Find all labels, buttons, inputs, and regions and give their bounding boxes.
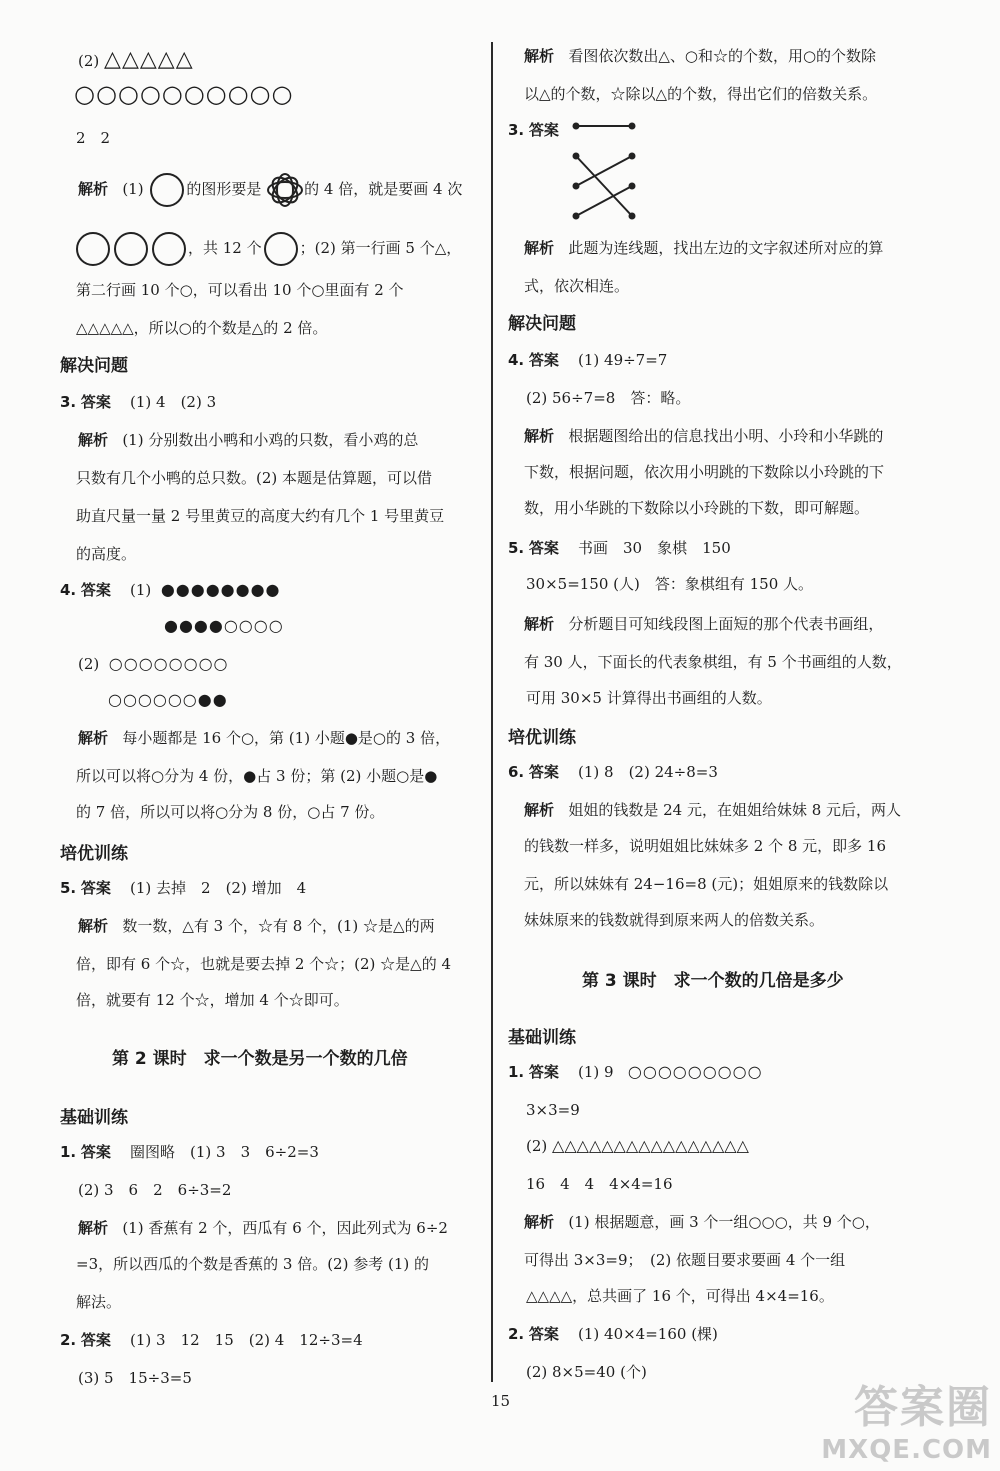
section-heading-solve: 解决问题 bbox=[508, 314, 576, 334]
analysis-label: 解析 bbox=[524, 1213, 555, 1231]
q6-analysis-1 bbox=[524, 800, 901, 820]
b1-line-4: 16 4 4 4×4=16 bbox=[526, 1175, 673, 1193]
column-divider bbox=[491, 42, 493, 1382]
question-number: 1. bbox=[60, 1143, 77, 1161]
section-heading-basic: 基础训练 bbox=[508, 1028, 576, 1048]
answer-text: (1) 4 (2) 3 bbox=[130, 393, 217, 411]
b1-analysis-2: =3，所以西瓜的个数是香蕉的 3 倍。(2) 参考 (1) 的 bbox=[76, 1255, 429, 1273]
q3-analysis-4: 的高度。 bbox=[76, 545, 137, 563]
answer-label: 答案 bbox=[528, 539, 559, 557]
question-number: 1. bbox=[508, 1063, 525, 1081]
q3-analysis-1 bbox=[524, 238, 883, 258]
question-number: 4. bbox=[508, 351, 525, 369]
analysis-text: 姐姐的钱数是 24 元，在姐姐给妹妹 8 元后，两人 bbox=[568, 801, 902, 819]
answer-label: 答案 bbox=[528, 1063, 559, 1081]
dot-row: ○○○○○○○○ bbox=[108, 654, 229, 673]
q4-analysis-3: 数，用小华跳的下数除以小玲跳的下数，即可解题。 bbox=[524, 499, 870, 517]
q5-line-2: 30×5=150 (人) 答：象棋组有 150 人。 bbox=[526, 575, 814, 593]
b1-line-2: (2) 3 6 2 6÷3=2 bbox=[78, 1181, 232, 1199]
answer-text: 书画 30 象棋 150 bbox=[578, 539, 731, 557]
triangle-row: △△△△△ bbox=[104, 47, 194, 72]
analysis-label: 解析 bbox=[524, 801, 555, 819]
circle-figure-icon bbox=[150, 173, 184, 207]
q4-analysis-2: 所以可以将○分为 4 份，●占 3 份；第 (2) 小题○是● bbox=[76, 767, 438, 785]
analysis-part: 的 4 倍，就是要画 4 次 bbox=[304, 180, 463, 198]
q5-analysis-1 bbox=[78, 916, 435, 936]
analysis-text: 每小题都是 16 个○，第 (1) 小题●是○的 3 倍， bbox=[122, 729, 451, 747]
analysis-text: 分析题目可知线段图上面短的那个代表书画组， bbox=[568, 615, 884, 633]
b1-answer bbox=[508, 1062, 763, 1082]
four-circle-knot-icon bbox=[266, 172, 304, 208]
r-analysis-1 bbox=[524, 46, 876, 66]
analysis-text: 根据题图给出的信息找出小明、小玲和小华跳的 bbox=[568, 427, 884, 445]
site-watermark bbox=[821, 1371, 992, 1465]
analysis-line-4: △△△△△，所以○的个数是△的 2 倍。 bbox=[76, 319, 328, 337]
analysis-line-2 bbox=[74, 232, 461, 266]
answer-part: (1) bbox=[130, 581, 152, 599]
answer-text: (1) 40×4=160 (棵) bbox=[578, 1325, 718, 1343]
circle-row: ○○○○○○○○○○ bbox=[74, 80, 294, 108]
analysis-text: 此题为连线题，找出左边的文字叙述所对应的算 bbox=[568, 239, 884, 257]
q5-analysis-2: 倍，即有 6 个☆，也就是要去掉 2 个☆；(2) ☆是△的 4 bbox=[76, 955, 452, 973]
q5-analysis-2: 有 30 人，下面长的代表象棋组，有 5 个书画组的人数， bbox=[524, 653, 902, 671]
answer-label: 答案 bbox=[80, 581, 111, 599]
q3-analysis-2: 式，依次相连。 bbox=[524, 277, 630, 295]
section-heading-solve: 解决问题 bbox=[60, 356, 128, 376]
answer-text: 圈图略 (1) 3 3 6÷2=3 bbox=[130, 1143, 319, 1161]
b1-analysis-3: 解法。 bbox=[76, 1293, 122, 1311]
analysis-text: 数一数，△有 3 个，☆有 8 个，(1) ☆是△的两 bbox=[122, 917, 435, 935]
answer-text: (1) 去掉 2 (2) 增加 4 bbox=[130, 879, 307, 897]
answer-label: 答案 bbox=[528, 763, 559, 781]
answer-part: (2) bbox=[526, 1137, 548, 1155]
answer-label: 答案 bbox=[80, 393, 111, 411]
q4-analysis-2: 下数，根据问题，依次用小明跳的下数除以小玲跳的下 bbox=[524, 463, 885, 481]
dot-row: ○○○○○○●● bbox=[108, 690, 228, 709]
answer-label: 答案 bbox=[80, 1331, 111, 1349]
q5-answer bbox=[60, 878, 306, 898]
q4-answer bbox=[60, 580, 281, 600]
q5-analysis-3: 可用 30×5 计算得出书画组的人数。 bbox=[526, 689, 772, 707]
analysis-label: 解析 bbox=[524, 47, 555, 65]
analysis-line-1 bbox=[78, 172, 462, 208]
q3-analysis-3: 助直尺量一量 2 号里黄豆的高度大约有几个 1 号里黄豆 bbox=[76, 507, 445, 525]
circle-row: ○○○○○○○○○ bbox=[627, 1062, 763, 1081]
section-heading-train: 培优训练 bbox=[60, 844, 128, 864]
b1-analysis-1 bbox=[78, 1218, 448, 1238]
q6-analysis-4: 妹妹原来的钱数就得到原来两人的倍数关系。 bbox=[524, 911, 825, 929]
analysis-line-3: 第二行画 10 个○，可以看出 10 个○里面有 2 个 bbox=[76, 281, 404, 299]
triangle-row: △△△△△△△△△△△△△△△△ bbox=[552, 1136, 749, 1155]
q4-analysis-1 bbox=[524, 426, 883, 446]
answer-text: (1) 49÷7=7 bbox=[578, 351, 668, 369]
q3-analysis-1 bbox=[78, 430, 418, 450]
question-number: 2. bbox=[508, 1325, 525, 1343]
b2-answer bbox=[60, 1330, 363, 1350]
p2-line bbox=[78, 47, 194, 72]
answer-part: (2) bbox=[78, 655, 100, 673]
q4-analysis-1 bbox=[78, 728, 450, 748]
q6-answer bbox=[508, 762, 718, 782]
answer-label: 答案 bbox=[528, 121, 559, 139]
analysis-part: (1) bbox=[122, 180, 144, 198]
section-heading-basic: 基础训练 bbox=[60, 1108, 128, 1128]
b2-line-2: (2) 8×5=40 (个) bbox=[526, 1363, 647, 1381]
page-number: 15 bbox=[491, 1392, 511, 1410]
question-number: 2. bbox=[60, 1331, 77, 1349]
b1-line-3 bbox=[526, 1136, 749, 1156]
analysis-part: ；(2) 第一行画 5 个△， bbox=[299, 239, 462, 257]
q3-answer bbox=[508, 120, 559, 140]
answer-text: (1) 3 12 15 (2) 4 12÷3=4 bbox=[130, 1331, 363, 1349]
analysis-label: 解析 bbox=[78, 917, 109, 935]
b1-answer bbox=[60, 1142, 319, 1162]
circle-figure-icon bbox=[152, 232, 186, 266]
q6-analysis-2: 的钱数一样多，说明姐姐比妹妹多 2 个 8 元，即多 16 bbox=[524, 837, 887, 855]
question-number: 3. bbox=[508, 121, 525, 139]
dot-row: ●●●●○○○○ bbox=[164, 616, 284, 635]
circle-figure-icon bbox=[264, 232, 298, 266]
question-number: 3. bbox=[60, 393, 77, 411]
analysis-part: 的图形要是 bbox=[186, 180, 262, 198]
dot-row: ●●●●●●●● bbox=[160, 580, 281, 599]
answer-text: (1) 8 (2) 24÷8=3 bbox=[578, 763, 718, 781]
circle-figure-icon bbox=[76, 232, 110, 266]
analysis-label: 解析 bbox=[78, 1219, 109, 1237]
r-analysis-2: 以△的个数，☆除以△的个数，得出它们的倍数关系。 bbox=[524, 85, 878, 103]
analysis-label: 解析 bbox=[78, 729, 109, 747]
b1-analysis-1 bbox=[524, 1212, 880, 1232]
matching-lines-diagram bbox=[570, 118, 642, 224]
answer-label: 答案 bbox=[528, 1325, 559, 1343]
p2-label: (2) bbox=[78, 52, 100, 70]
b2-answer bbox=[508, 1324, 718, 1344]
q5-analysis-1 bbox=[524, 614, 883, 634]
analysis-label: 解析 bbox=[78, 180, 109, 198]
b1-analysis-3: △△△△，总共画了 16 个，可得出 4×4=16。 bbox=[526, 1287, 834, 1305]
answer-label: 答案 bbox=[80, 1143, 111, 1161]
section-heading-train: 培优训练 bbox=[508, 728, 576, 748]
q3-answer bbox=[60, 392, 216, 412]
b1-analysis-2: 可得出 3×3=9； (2) 依题目要求要画 4 个一组 bbox=[524, 1251, 846, 1269]
question-number: 4. bbox=[60, 581, 77, 599]
q4-part2 bbox=[78, 654, 228, 674]
question-number: 5. bbox=[508, 539, 525, 557]
q4-analysis-3: 的 7 倍，所以可以将○分为 8 份，○占 7 份。 bbox=[76, 803, 385, 821]
analysis-text: 看图依次数出△、○和☆的个数，用○的个数除 bbox=[568, 47, 877, 65]
analysis-label: 解析 bbox=[524, 615, 555, 633]
question-number: 6. bbox=[508, 763, 525, 781]
q3-analysis-2: 只数有几个小鸭的总只数。(2) 本题是估算题，可以借 bbox=[76, 469, 433, 487]
analysis-label: 解析 bbox=[524, 427, 555, 445]
analysis-text: (1) 根据题意，画 3 个一组○○○，共 9 个○， bbox=[568, 1213, 880, 1231]
b2-line-2: (3) 5 15÷3=5 bbox=[78, 1369, 192, 1387]
analysis-part: ，共 12 个 bbox=[188, 239, 262, 257]
analysis-label: 解析 bbox=[78, 431, 109, 449]
q4-line-2: (2) 56÷7=8 答：略。 bbox=[526, 389, 691, 407]
b1-line-2: 3×3=9 bbox=[526, 1101, 580, 1119]
lesson-2-title: 第 2 课时 求一个数是另一个数的几倍 bbox=[112, 1049, 408, 1069]
answer-label: 答案 bbox=[80, 879, 111, 897]
watermark-logo-text: 答案圈 bbox=[854, 1382, 992, 1433]
watermark-url: MXQE.COM bbox=[821, 1435, 992, 1465]
answer-label: 答案 bbox=[528, 351, 559, 369]
q5-answer bbox=[508, 538, 731, 558]
analysis-text: (1) 香蕉有 2 个，西瓜有 6 个，因此列式为 6÷2 bbox=[122, 1219, 448, 1237]
q5-analysis-3: 倍，就要有 12 个☆，增加 4 个☆即可。 bbox=[76, 991, 349, 1009]
analysis-label: 解析 bbox=[524, 239, 555, 257]
lesson-3-title: 第 3 课时 求一个数的几倍是多少 bbox=[582, 971, 844, 991]
q4-answer bbox=[508, 350, 667, 370]
q6-analysis-3: 元，所以妹妹有 24−16=8 (元)；姐姐原来的钱数除以 bbox=[524, 875, 889, 893]
p2-answers: 2 2 bbox=[76, 129, 111, 147]
answer-text: (1) 9 bbox=[578, 1063, 614, 1081]
question-number: 5. bbox=[60, 879, 77, 897]
analysis-text: (1) 分别数出小鸭和小鸡的只数，看小鸡的总 bbox=[122, 431, 419, 449]
circle-figure-icon bbox=[114, 232, 148, 266]
